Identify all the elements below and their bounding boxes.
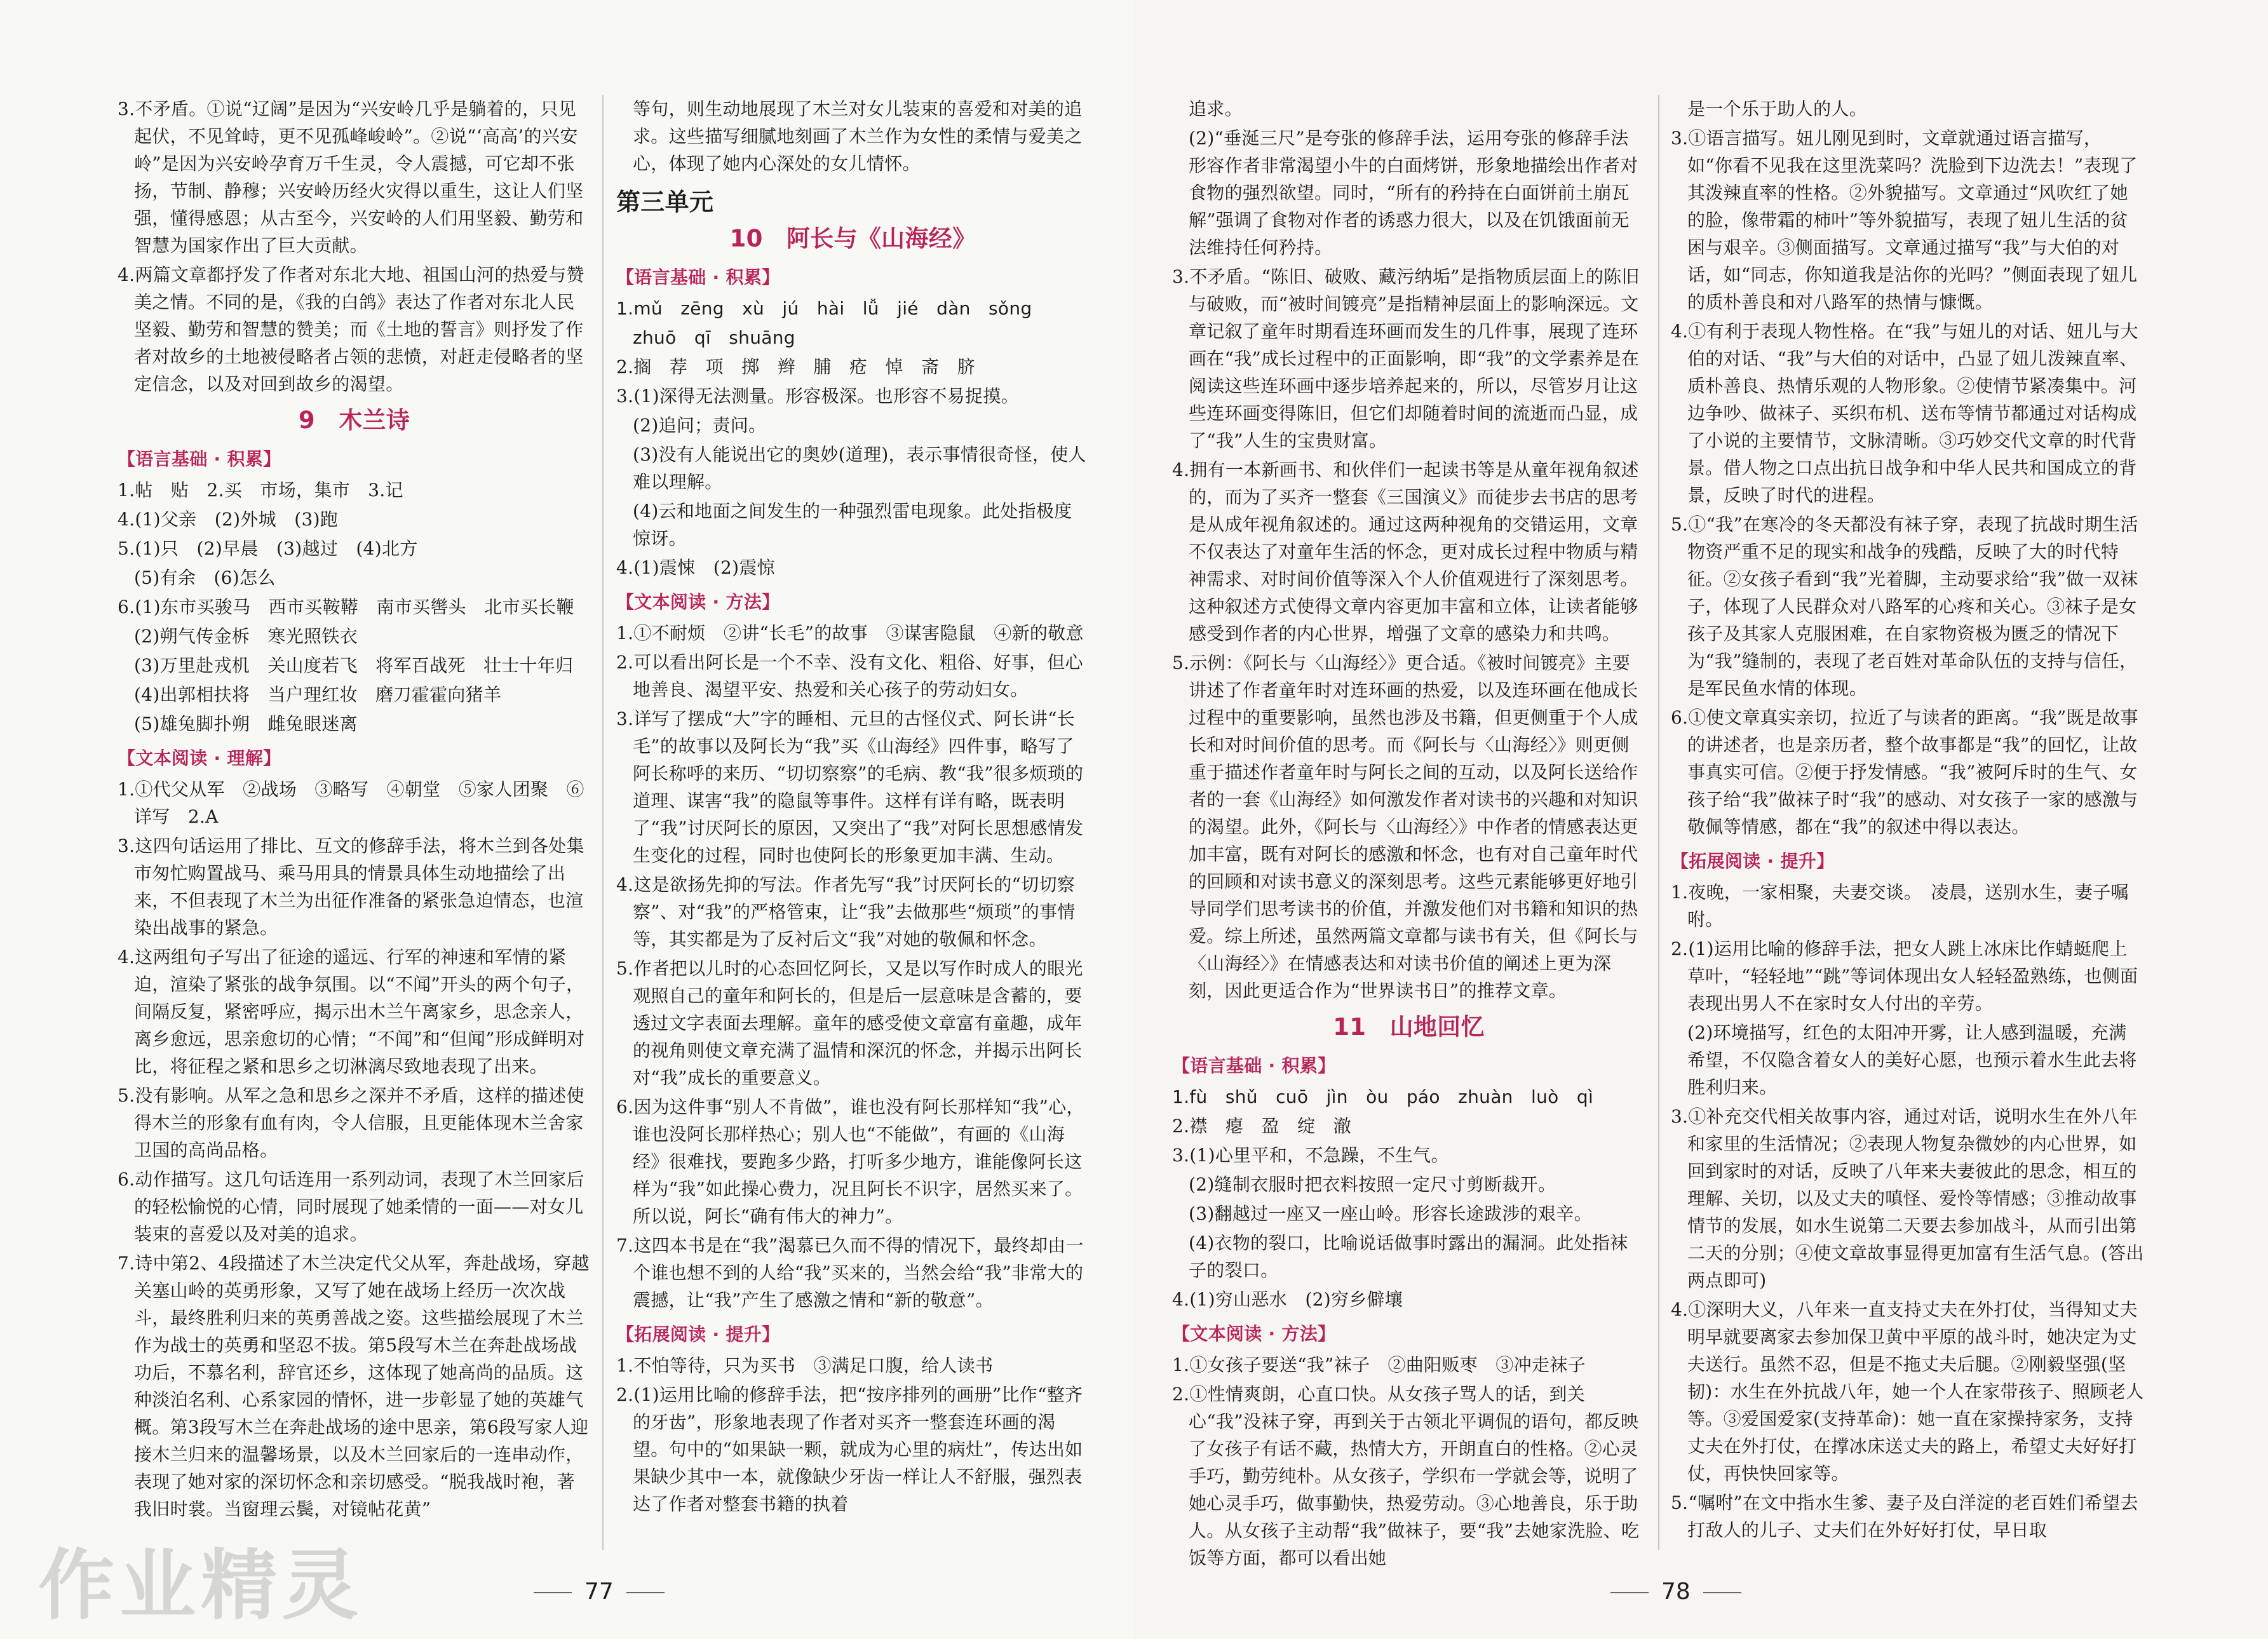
- unit-title: 第三单元: [616, 188, 714, 216]
- answer-item: (4)出郭相扶将 当户理红妆 磨刀霍霍向猪羊: [134, 684, 502, 705]
- section-heading-extension: 【拓展阅读 · 提升】: [616, 1324, 780, 1345]
- answer-item: 7.诗中第2、4段描述了木兰决定代父从军，奔赴战场，穿越关塞山岭的英勇形象，又写了她在战场上经历一次次战斗，最终胜利归来的英勇善战之姿。这些描绘展现了木兰作为战士的英勇和坚忍不拔。第5段写木兰在奔赴战场战功后，不慕名利，辞官还乡，这体现了她高尚的品质。这种淡泊名利、心系家园的情怀，进一步彰显了她的英雄气概。第3段写木兰在奔赴战场的途中思亲，第6段写家人迎接木兰归来的温馨场景，以及木兰回家后的一连串动作，表现了她对家的深切怀念和亲切感受。“脱我战时袍，著我旧时裳。当窗理云鬓，对镜帖花黄”: [118, 1253, 590, 1520]
- pinyin-answer: 1.fù shǔ cuō jìn òu páo zhuàn luò qì: [1172, 1086, 1594, 1107]
- reading-answers: [616, 619, 1090, 1314]
- section-heading-extension: 【拓展阅读 · 提升】: [1671, 851, 1835, 872]
- answer-item: (2)追问；责问。: [633, 415, 767, 436]
- col1-answers: [118, 95, 591, 398]
- answer-item: 1.①不耐烦 ②讲“长毛”的故事 ③谋害隐鼠 ④新的敬意: [616, 623, 1084, 644]
- answer-item: 4.①深明大义，八年来一直支持丈夫在外打仗，当得知丈夫明早就要离家去参加保卫黄中平原的战斗时，她决定为丈夫送行。虽然不忍，但是不拖丈夫后腿。②刚毅坚强(坚韧)：水生在外抗战八年，她一个人在家带孩子、照顾老人等。③爱国爱家(支持革命)：她一直在家操持家务，支持丈夫在外打仗，在撑冰床送丈夫的路上，希望丈夫好好打仗，再快快回家等。: [1671, 1299, 2144, 1484]
- lesson-title-11: 11 山地回忆: [1333, 1013, 1485, 1041]
- answer-item: (2)环境描写，红色的太阳冲开雾，让人感到温暖，充满希望，不仅隐含着女人的美好心愿，也预示着水生此去将胜利归来。: [1687, 1022, 2137, 1098]
- answer-item: 7.这四本书是在“我”渴慕已久而不得的情况下，最终却由一个谁也想不到的人给“我”买来的，当然会给“我”非常大的震撼，让“我”产生了感激之情和“新的敬意”。: [616, 1235, 1084, 1311]
- answer-item: 6.①使文章真实亲切，拉近了与读者的距离。“我”既是故事的讲述者，也是亲历者，整个故事都是“我”的回忆，让故事真实可信。②便于抒发情感。“我”被阿斥时的生气、女孩子给“我”做袜子时“我”的感动、对女孩子一家的感激与敬佩等情感，都在“我”的叙述中得以表达。: [1671, 707, 2138, 837]
- language-answers: [118, 476, 591, 738]
- language-answers: [1172, 1083, 1645, 1313]
- answer-item: 1.帖 贴 2.买 市场，集市 3.记: [118, 480, 403, 501]
- page-number-text: 77: [584, 1579, 614, 1605]
- answer-item: 3.①语言描写。妞儿刚见到时，文章就通过语言描写，如“你看不见我在这里洗菜吗？洗脸到下边洗去！”表现了其泼辣直率的性格。②外貌描写。文章通过“风吹红了她的脸，像带霜的柿叶”等外貌描写，表现了妞儿生活的贫困与艰辛。③侧面描写。文章通过描写“我”与大伯的对话，如“同志，你知道我是沾你的光吗？”侧面表现了妞儿的质朴善良和对八路军的热情与慷慨。: [1671, 128, 2138, 313]
- page-number-dash: [534, 1592, 572, 1593]
- lesson-title-9: 9 木兰诗: [298, 407, 410, 434]
- answer-item: 4.这两组句子写出了征途的遥远、行军的神速和军情的紧迫，渲染了紧张的战争氛围。以“不闻”开头的两个句子，间隔反复，紧密呼应，揭示出木兰午离家乡，思念亲人，离乡愈远，思亲愈切的心情；“不闻”和“但闻”形成鲜明对比，将征程之紧和思乡之切淋漓尽致地表现了出来。: [118, 947, 585, 1077]
- answer-item: 4.(1)穷山恶水 (2)穷乡僻壤: [1172, 1289, 1403, 1310]
- page-number-dash: [1610, 1592, 1649, 1593]
- answer-item: 2.搁 荐 项 掷 辫 脯 疮 悼 斋 脐: [616, 356, 976, 377]
- answer-item: 4.(1)父亲 (2)外城 (3)跑: [118, 509, 339, 530]
- answer-item: 3.这四句话运用了排比、互文的修辞手法，将木兰到各处集市匆忙购置战马、乘马用具的情景具体生动地描绘了出来，不但表现了木兰为出征作准备的紧张急迫情态，也渲染出战事的紧急。: [118, 835, 584, 938]
- answer-item: 6.动作描写。这几句话连用一系列动词，表现了木兰回家后的轻松愉悦的心情，同时展现了她柔情的一面——对女儿装束的喜爱以及对美的追求。: [118, 1169, 584, 1244]
- answer-item: 4.(1)震悚 (2)震惊: [616, 557, 775, 578]
- extension-answers: [616, 1352, 1090, 1518]
- answer-item: 3.(1)心里平和，不急躁，不生气。: [1172, 1145, 1449, 1166]
- answer-item: 6.(1)东市买骏马 西市买鞍鞯 南市买辔头 北市买长鞭: [118, 597, 574, 617]
- column-1: [118, 95, 591, 1525]
- answer-item: 1.①代父从军 ②战场 ③略写 ④朝堂 ⑤家人团聚 ⑥详写 2.A: [118, 779, 584, 827]
- answer-item: (2)缝制衣服时把衣料按照一定尺寸剪断裁开。: [1189, 1174, 1556, 1195]
- answer-item: (3)没有人能说出它的奥妙(道理)，表示事情很奇怪，使人难以理解。: [633, 444, 1086, 492]
- continued-text: 是一个乐于助人的人。: [1687, 98, 1868, 119]
- section-heading-language: 【语言基础 · 积累】: [616, 267, 780, 288]
- pinyin-answer: 1.mǔ zēng xù jú hài lǚ jié dàn sǒng: [616, 298, 1032, 319]
- answer-item: (2)“垂涎三尺”是夸张的修辞手法，运用夸张的修辞手法形容作者非常渴望小牛的白面烤饼，形象地描绘出作者对食物的强烈欲望。同时，“所有的矜持在白面饼前土崩瓦解”强调了食物对作者的诱惑力很大，以及在饥饿面前无法维持任何矜持。: [1189, 128, 1638, 258]
- page-number-right: [1598, 1579, 1754, 1605]
- answer-item: (3)万里赴戎机 关山度若飞 将军百战死 壮士十年归: [134, 655, 574, 676]
- page-number-text: 78: [1661, 1579, 1691, 1605]
- section-heading-reading: 【文本阅读 · 方法】: [616, 591, 780, 612]
- answer-item: 1.夜晚，一家相聚，夫妻交谈。 凌晨，送别水生，妻子嘱咐。: [1671, 882, 2129, 930]
- watermark: 作业精灵: [38, 1542, 363, 1630]
- answer-item: 3.(1)深得无法测量。形容极深。也形容不易捉摸。: [616, 386, 1019, 407]
- answer-item: (4)衣物的裂口，比喻说话做事时露出的漏洞。此处指袜子的裂口。: [1189, 1232, 1628, 1281]
- section-heading-language: 【语言基础 · 积累】: [1172, 1055, 1336, 1076]
- column-4: [1671, 95, 2144, 1546]
- answer-item: 4.两篇文章都抒发了作者对东北大地、祖国山河的热爱与赞美之情。不同的是，《我的白鸽》表达了作者对东北人民坚毅、勤劳和智慧的赞美；而《土地的誓言》则抒发了作者对故乡的土地被侵略者占领的悲愤，对赶走侵略者的坚定信念，以及对回到故乡的渴望。: [118, 264, 584, 395]
- answer-item: (4)云和地面之间发生的一种强烈雷电现象。此处指极度惊讶。: [633, 501, 1072, 549]
- answer-item: 3.①补充交代相关故事内容，通过对话，说明水生在外八年和家里的生活情况；②表现人物复杂微妙的内心世界，如回到家时的对话，反映了八年来夫妻彼此的思念，相互的理解、关切，以及丈夫的嗔怪、爱怜等情感；③推动故事情节的发展，如水生说第二天要去参加战斗，从而引出第二天的分别；④使文章故事显得更加富有生活气息。(答出两点即可): [1671, 1106, 2144, 1291]
- answer-item: 5.①“我”在寒冷的冬天都没有袜子穿，表现了抗战时期生活物资严重不足的现实和战争的残酷，反映了大的时代特征。②女孩子看到“我”光着脚，主动要求给“我”做一双袜子，体现了人民群众对八路军的心疼和关心。③袜子是女孩子及其家人克服困难，在自家物资极为匮乏的情况下为“我”缝制的，表现了老百姓对革命队伍的支持与信任，是军民鱼水情的体现。: [1671, 514, 2138, 699]
- answer-item: (5)雄兔脚扑朔 雌兔眼迷离: [134, 713, 358, 734]
- answer-item: 5.作者把以儿时的心态回忆阿长，又是以写作时成人的眼光观照自己的童年和阿长的，但是后一层意味是含蓄的，要透过文字表面去理解。童年的感受使文章富有童趣，成年的视角则使文章充满了温情和深沉的怀念，并揭示出阿长对“我”成长的重要意义。: [616, 958, 1083, 1088]
- section-heading-reading: 【文本阅读 · 方法】: [1172, 1323, 1336, 1344]
- reading-answers: [118, 776, 591, 1523]
- answer-item: 3.不矛盾。①说“辽阔”是因为“兴安岭几乎是躺着的，只见起伏，不见耸峙，更不见孤峰峻岭”。②说“‘高高’的兴安岭”是因为兴安岭孕育万千生灵，令人震撼，可它却不张扬，节制、静穆；兴安岭历经火灾得以重生，这让人们坚强，懂得感恩；从古至今，兴安岭的人们用坚毅、勤劳和智慧为国家作出了巨大贡献。: [118, 98, 584, 256]
- answer-item: 5.(1)只 (2)早晨 (3)越过 (4)北方: [118, 538, 418, 559]
- answer-item: 2.可以看出阿长是一个不幸、没有文化、粗俗、好事，但心地善良、渴望平安、热爱和关心孩子的劳动妇女。: [616, 652, 1083, 700]
- col3-answers: [1172, 95, 1645, 1004]
- continued-text: 等句，则生动地展现了木兰对女儿装束的喜爱和对美的追求。这些描写细腻地刻画了木兰作为女性的柔情与爱美之心，体现了她内心深处的女儿情怀。: [633, 98, 1083, 174]
- answer-item: (5)有余 (6)怎么: [134, 567, 276, 588]
- lesson-title-10: 10 阿长与《山海经》: [729, 225, 976, 252]
- answer-item: 5.没有影响。从军之急和思乡之深并不矛盾，这样的描述使得木兰的形象有血有肉，令人信服，且更能体现木兰舍家卫国的高尚品格。: [118, 1085, 584, 1161]
- column-divider: [1658, 95, 1659, 1550]
- page-number-left: [521, 1579, 677, 1605]
- column-3: [1172, 95, 1645, 1574]
- answer-item: 2.(1)运用比喻的修辞手法，把女人跳上冰床比作蜻蜓爬上草叶，“轻轻地”“跳”等词体现出女人轻轻盈熟练，也侧面表现出男人不在家时女人付出的辛劳。: [1671, 938, 2138, 1014]
- pinyin-answer: zhuō qī shuāng: [633, 327, 795, 348]
- section-heading-reading: 【文本阅读 · 理解】: [118, 748, 281, 769]
- answer-item: 5.“嘱咐”在文中指水生爹、妻子及白洋淀的老百姓们希望去打敌人的儿子、丈夫们在外好好打仗，早日取: [1671, 1492, 2138, 1541]
- language-answers: [616, 295, 1090, 581]
- answer-item: 1.①女孩子要送“我”袜子 ②曲阳贩枣 ③冲走袜子: [1172, 1354, 1586, 1375]
- answer-item: 2.①性情爽朗，心直口快。从女孩子骂人的话，到关心“我”没袜子穿，再到关于古领北平调侃的语句，都反映了女孩子有话不藏，热情大方，开朗直白的性格。②心灵手巧，勤劳纯朴。从女孩子，学织布一学就会等，说明了她心灵手巧，做事勤快，热爱劳动。③心地善良，乐于助人。从女孩子主动帮“我”做袜子，要“我”去她家洗脸、吃饭等方面，都可以看出她: [1172, 1384, 1640, 1568]
- col4-answers: [1671, 95, 2144, 840]
- answer-item: 2.襟 瘪 盈 绽 澈: [1172, 1116, 1352, 1137]
- answer-item: 2.(1)运用比喻的修辞手法，把“按序排列的画册”比作“整齐的牙齿”，形象地表现了作者对买齐一整套连环画的渴望。句中的“如果缺一颗，就成为心里的病灶”，传达出如果缺少其中一本，就像缺少牙齿一样让人不舒服，强烈表达了作者对整套书籍的执着: [616, 1384, 1083, 1514]
- answer-item: 3.详写了摆成“大”字的睡相、元旦的古怪仪式、阿长讲“长毛”的故事以及阿长为“我”买《山海经》四件事，略写了阿长称呼的来历、“切切察察”的毛病、教“我”很多烦琐的道理、谋害“我”的隐鼠等事件。这样有详有略，既表明了“我”讨厌阿长的原因，又突出了“我”对阿长思想感情发生变化的过程，同时也使阿长的形象更加丰满、生动。: [616, 708, 1084, 866]
- answer-item: 4.①有利于表现人物性格。在“我”与妞儿的对话、妞儿与大伯的对话、“我”与大伯的对话中，凸显了妞儿泼辣直率、质朴善良、热情乐观的人物形象。②使情节紧凑集中。河边争吵、做袜子、买织布机、送布等情节都通过对话构成了小说的主要情节，文脉清晰。③巧妙交代文章的时代背景。借人物之口点出抗日战争和中华人民共和国成立的背景，反映了时代的进程。: [1671, 321, 2138, 506]
- answer-item: 6.因为这件事“别人不肯做”，谁也没有阿长那样知“我”心，谁也没阿长那样热心；别人也“不能做”，有画的《山海经》很难找，要跑多少路，打听多少地方，谁能像阿长这样为“我”如此操心费力，况且阿长不识字，居然买来了。所以说，阿长“确有伟大的神力”。: [616, 1096, 1084, 1227]
- answer-item: 3.不矛盾。“陈旧、破败、藏污纳垢”是指物质层面上的陈旧与破败，而“被时间镀亮”是指精神层面上的影响深远。文章记叙了童年时期看连环画而发生的几件事，展现了连环画在“我”成长过程中的正面影响，即“我”的文学素养是在阅读这些连环画中逐步培养起来的，所以，尽管岁月让这些连环画变得陈旧，但它们却随着时间的流逝而凸显，成了“我”人生的宝贵财富。: [1172, 266, 1640, 451]
- answer-item: 4.这是欲扬先抑的写法。作者先写“我”讨厌阿长的“切切察察”、对“我”的严格管束，让“我”去做那些“烦琐”的事情等，其实都是为了反衬后文“我”对她的敬佩和怀念。: [616, 874, 1076, 950]
- page-number-dash: [1703, 1592, 1741, 1593]
- answer-item: (2)朔气传金柝 寒光照铁衣: [134, 626, 358, 647]
- answer-item: 5.示例：《阿长与〈山海经〉》更合适。《被时间镀亮》主要讲述了作者童年时对连环画的热爱，以及连环画在他成长过程中的重要影响，虽然也涉及书籍，但更侧重于个人成长和对时间价值的思考。而《阿长与〈山海经〉》则更侧重于描述作者童年时与阿长之间的互动，以及阿长送给作者的一套《山海经》如何激发作者对读书的兴趣和对知识的渴望。此外，《阿长与〈山海经〉》中作者的情感表达更加丰富，既有对阿长的感激和怀念，也有对自己童年时代的回顾和对读书意义的深刻思考。这些元素能够更好地引导同学们思考读书的价值，并激发他们对书籍和知识的热爱。综上所述，虽然两篇文章都与读书有关，但《阿长与〈山海经〉》在情感表达和对读书价值的阐述上更为深刻，因此更适合作为“世界读书日”的推荐文章。: [1172, 652, 1638, 1001]
- section-heading-language: 【语言基础 · 积累】: [118, 449, 281, 469]
- right-page: [1134, 0, 2268, 1639]
- answer-item: 1.不怕等待，只为买书 ③满足口腹，给人读书: [616, 1355, 994, 1376]
- answer-item: (3)翻越过一座又一座山岭。形容长途跋涉的艰辛。: [1189, 1203, 1592, 1224]
- column-divider: [602, 95, 604, 1550]
- column-2: [616, 95, 1090, 1520]
- reading-answers: [1172, 1351, 1645, 1572]
- answer-item: 4.拥有一本新画书、和伙伴们一起读书等是从童年视角叙述的，而为了买齐一整套《三国演义》而徒步去书店的思考是从成年视角叙述的。通过这两种视角的交错运用，文章不仅表达了对童年生活的怀念，更对成长过程中物质与精神需求、对时间价值等深入个人价值观进行了深刻思考。这种叙述方式使得文章内容更加丰富和立体，让读者能够感受到作者的内心世界，增强了文章的感染力和共鸣。: [1172, 459, 1639, 644]
- extension-answers: [1671, 879, 2144, 1544]
- continued-text: 追求。: [1189, 98, 1243, 119]
- page-number-dash: [626, 1592, 665, 1593]
